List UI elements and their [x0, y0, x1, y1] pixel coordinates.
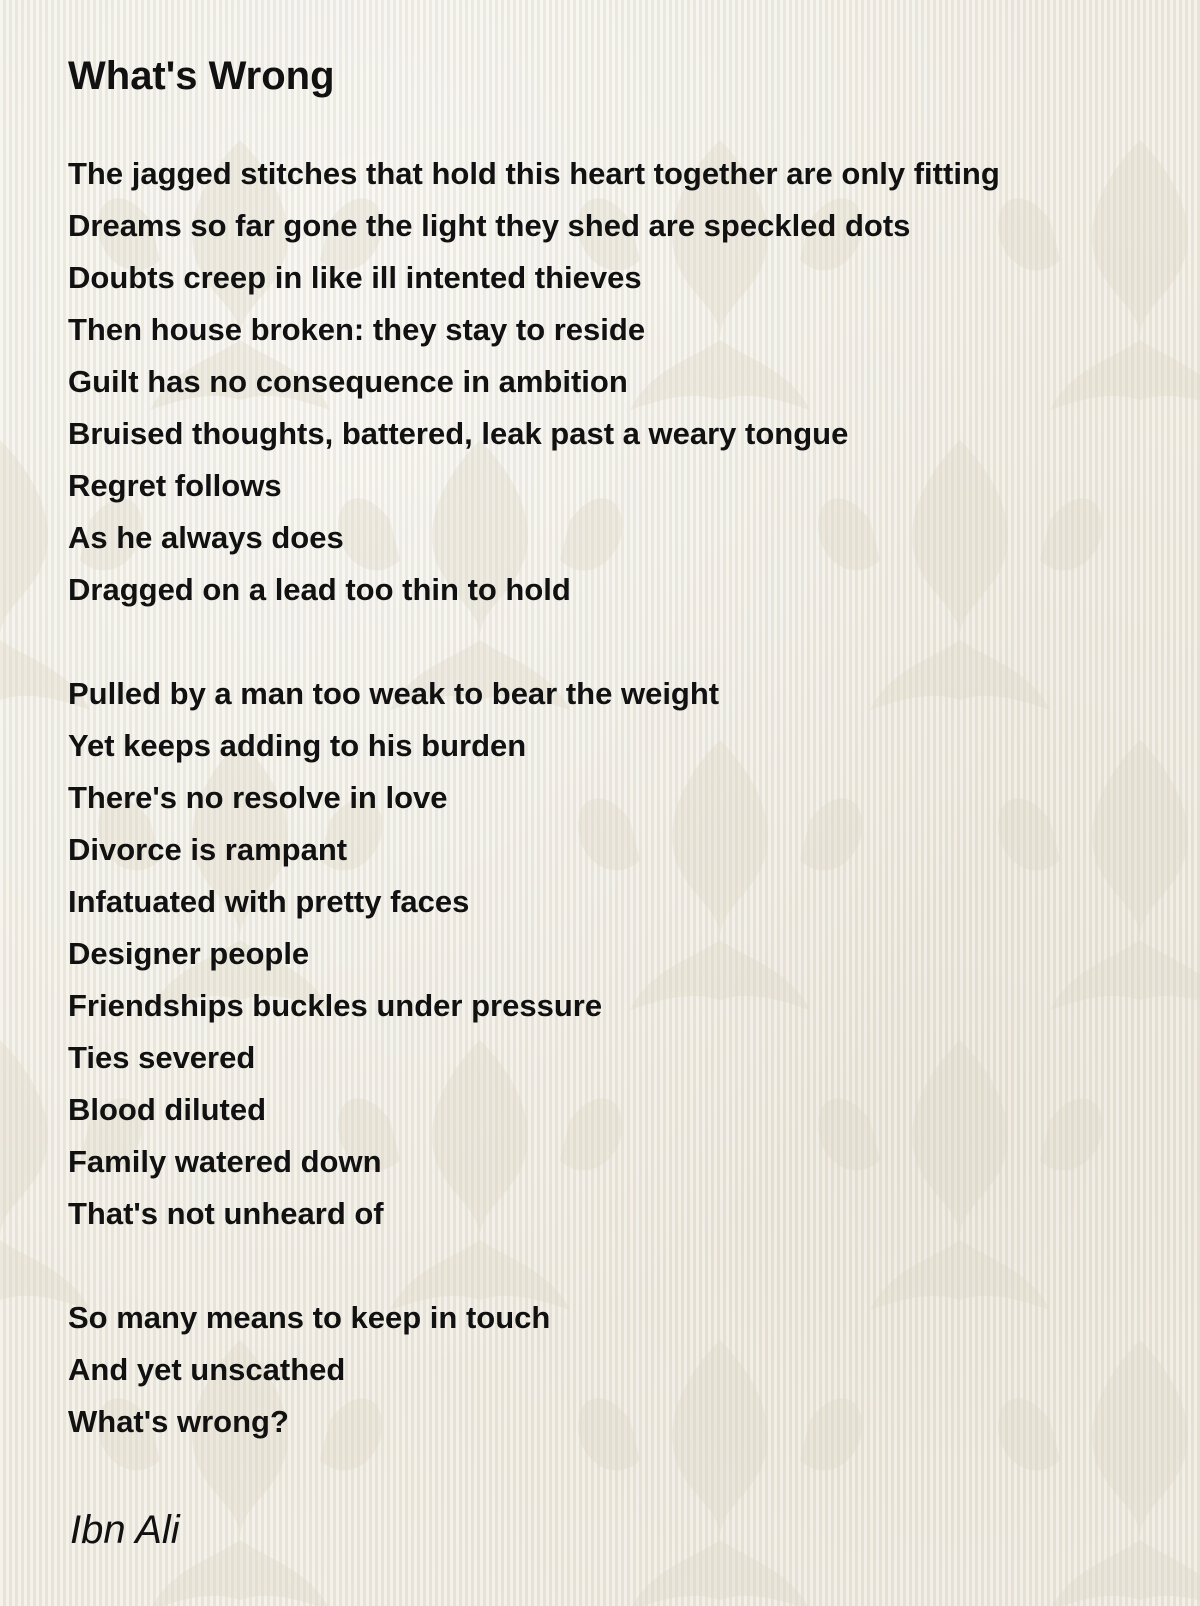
verse-line: As he always does	[68, 520, 344, 555]
stanza-3	[68, 1292, 1148, 1448]
verse-line: Family watered down	[68, 1144, 382, 1179]
verse-line: Dreams so far gone the light they shed are speckled dots	[68, 208, 911, 243]
verse-line: That's not unheard of	[68, 1196, 384, 1231]
verse-line: Yet keeps adding to his burden	[68, 728, 527, 763]
poem-title: What's Wrong	[68, 54, 335, 98]
verse-line: There's no resolve in love	[68, 780, 448, 815]
verse-line: Guilt has no consequence in ambition	[68, 364, 628, 399]
poem-author: Ibn Ali	[70, 1508, 180, 1552]
verse-line: The jagged stitches that hold this heart together are only fitting	[68, 156, 1000, 191]
verse-line: Bruised thoughts, battered, leak past a weary tongue	[68, 416, 849, 451]
verse-line: Doubts creep in like ill intented thieves	[68, 260, 642, 295]
verse-line: Then house broken: they stay to reside	[68, 312, 646, 347]
verse-line: Infatuated with pretty faces	[68, 884, 470, 919]
poem-card	[68, 0, 1148, 1606]
verse-line: Ties severed	[68, 1040, 256, 1075]
verse-line: Dragged on a lead too thin to hold	[68, 572, 571, 607]
stanza-1	[68, 148, 1148, 616]
poem-body	[68, 148, 1148, 1500]
verse-line: Divorce is rampant	[68, 832, 348, 867]
verse-line: And yet unscathed	[68, 1352, 346, 1387]
verse-line: Friendships buckles under pressure	[68, 988, 603, 1023]
verse-line: Designer people	[68, 936, 310, 971]
verse-line: What's wrong?	[68, 1404, 289, 1439]
verse-line: Regret follows	[68, 468, 282, 503]
verse-line: Blood diluted	[68, 1092, 267, 1127]
verse-line: Pulled by a man too weak to bear the weight	[68, 676, 720, 711]
verse-line: So many means to keep in touch	[68, 1300, 551, 1335]
stanza-2	[68, 668, 1148, 1240]
